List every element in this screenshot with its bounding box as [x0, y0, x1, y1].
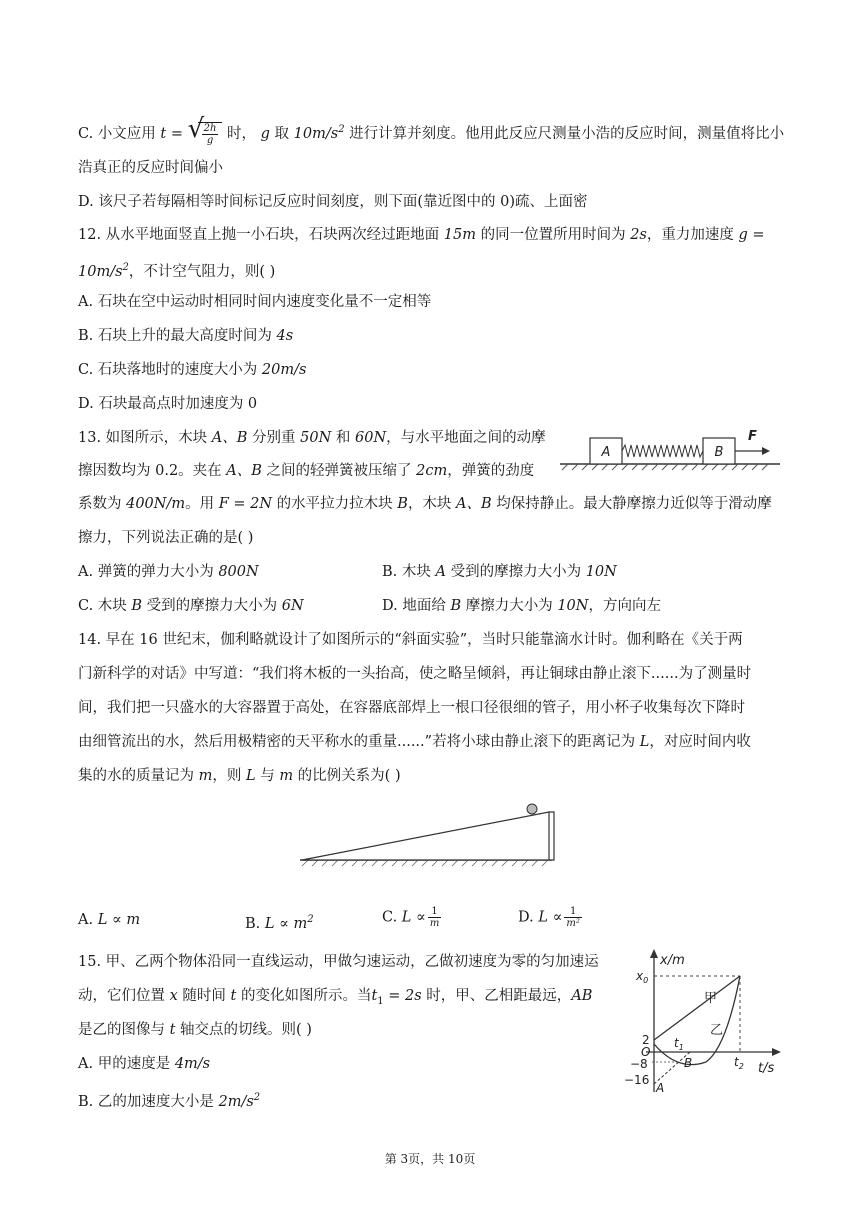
q14-option-b: B. $L \propto m^2$ [245, 914, 314, 932]
tick-neg16: −16 [624, 1073, 650, 1087]
q11-option-d: D. 该尺子若每隔相等时间标记反应时间刻度，则下面(靠近图中的 0)疏、上面密 [78, 194, 588, 210]
tick-2: 2 [642, 1033, 650, 1047]
q14-stem-line2: 门新科学的对话》中写道：“我们将木板的一头抬高，使之略呈倾斜，再让铜球由静止滚下......为了测量时 [78, 666, 752, 682]
q13-stem-line4: 擦力，下列说法正确的是( ) [78, 530, 254, 546]
q15-stem-line3: 是乙的图像与 t 轴交点的切线。则( ) [78, 1022, 312, 1038]
ball [527, 804, 537, 814]
q11-option-c-line1: C. 小文应用 t = √ $\frac{2h}{g}$ 时， g 取 $10m/s^2$ 进行计算并刻度。他用此反应尺测量小浩的反应时间，测量值将比小 [78, 113, 785, 146]
block-b-label: B [714, 445, 724, 460]
q15-stem-line1: 15. 甲、乙两个物体沿同一直线运动，甲做匀速运动，乙做初速度为零的匀加速运 [78, 954, 599, 970]
q15-option-b: B. 乙的加速度大小是 $2m/s^2$ [78, 1092, 261, 1110]
q14-stem-line4: 由细管流出的水，然后用极精密的天平称水的重量......”若将小球由静止滚下的距离记为 L，对应时间内收 [78, 734, 751, 750]
spring [622, 445, 703, 457]
force-label: F [748, 429, 757, 444]
q13-spring-block-figure [558, 426, 783, 472]
text: C. 小文应用 [78, 125, 156, 142]
curve-yi [654, 976, 740, 1065]
incline-plane [302, 812, 554, 860]
point-b-label: B [684, 1056, 693, 1070]
q13-option-d: D. 地面给 B 摩擦力大小为 10N，方向向左 [382, 598, 661, 614]
q14-option-d: D. L ∝ $\frac{1}{\text{m²}}$ [518, 906, 580, 929]
origin-label: O [641, 1045, 651, 1059]
x-axis-label: t/s [758, 1061, 775, 1076]
math-t: t = [160, 125, 183, 142]
q15-stem-line2: 动，它们位置 x 随时间 t 的变化如图所示。当$t_1 = 2s$ 时，甲、乙相距最远，AB [78, 988, 593, 1007]
q12-stem-line2: $10m/s^2$，不计空气阻力，则( ) [78, 262, 276, 280]
q13-stem-line2: 擦因数均为 0.2。夹在 A、B 之间的轻弹簧被压缩了 2cm，弹簧的劲度 [78, 463, 535, 479]
q12-option-b: B. 石块上升的最大高度时间为 4s [78, 328, 294, 344]
q13-option-c: C. 木块 B 受到的摩擦力大小为 6N [78, 598, 304, 614]
q14-stem-line3: 间，我们把一只盛水的大容器置于高处，在容器底部焊上一根口径很细的管子，用小杯子收集每次下降时 [78, 700, 745, 716]
q11-option-c-line2: 浩真正的反应时间偏小 [78, 160, 223, 176]
y-axis-label: x/m [660, 953, 685, 968]
q13-option-a: A. 弹簧的弹力大小为 800N [78, 564, 259, 580]
q14-stem-line5: 集的水的质量记为 m，则 L 与 m 的比例关系为( ) [78, 768, 401, 784]
jia-label: 甲 [704, 991, 718, 1006]
q12-option-a: A. 石块在空中运动时相同时间内速度变化量不一定相等 [78, 294, 432, 310]
point-a-label: A [656, 1081, 665, 1095]
q14-incline-figure [294, 792, 556, 870]
q14-option-a: A. L ∝ m [78, 912, 141, 928]
q12-option-c: C. 石块落地时的速度大小为 20m/s [78, 362, 307, 378]
q12-option-d: D. 石块最高点时加速度为 0 [78, 396, 258, 412]
q13-stem-line1: 13. 如图所示，木块 A、B 分别重 50N 和 60N，与水平地面之间的动摩 [78, 430, 546, 446]
x0-label: $x_0$ [636, 969, 649, 985]
t1-label: $t_1$ [674, 1036, 684, 1052]
q13-option-b: B. 木块 A 受到的摩擦力大小为 10N [382, 564, 617, 580]
q15-xt-graph [618, 944, 788, 1096]
yi-label: 乙 [710, 1023, 724, 1038]
q13-stem-line3: 系数为 400N/m。用 F = 2N 的水平拉力拉木块 B，木块 A、B 均保持静止。最大静摩擦力近似等于滑动摩 [78, 496, 772, 512]
page-footer: 第 3页，共 10页 [384, 1152, 476, 1166]
q15-option-a: A. 甲的速度是 4m/s [78, 1056, 211, 1072]
q12-stem-line1: 12. 从水平地面竖直上抛一小石块，石块两次经过距地面 15m 的同一位置所用时间为 2s，重力加速度 g = [78, 227, 765, 243]
block-a-label: A [601, 445, 611, 460]
tick-neg8: −8 [630, 1057, 648, 1071]
t2-label: $t_2$ [734, 1055, 744, 1071]
sqrt-expression: √ $\frac{2h}{g}$ [188, 122, 223, 146]
line-jia [654, 976, 740, 1040]
q14-option-c: C. L ∝ $\frac{1}{m}$ [382, 906, 440, 929]
q14-stem-line1: 14. 早在 16 世纪末，伽利略就设计了如图所示的“斜面实验”，当时只能靠滴水计时。伽利略在《关于两 [78, 632, 743, 648]
